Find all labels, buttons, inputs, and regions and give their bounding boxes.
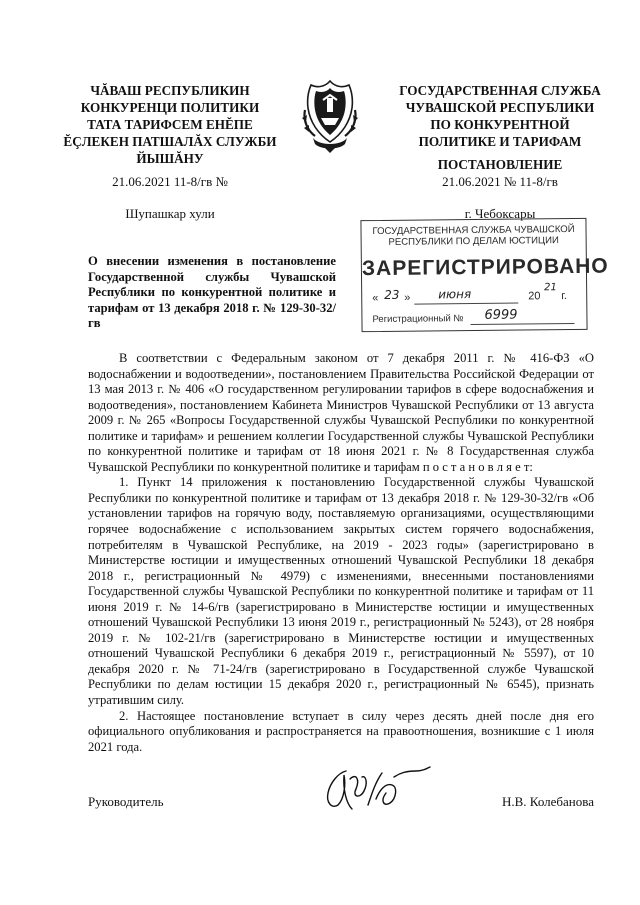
preamble-text: В соответствии с Федеральным законом от 7 декабря 2011 г. № 416-ФЗ «О водоснабжении и водоотведении», постановлением Правительства Российской Федерации от 13 мая 2013 г. № 406 «О государственном регулировании тарифов в сфере водоснабжения и водоотведения», постановлением Кабинета Министров Чувашской Республики от 13 августа 2009 г. № 265 «Вопросы Государственной службы Чувашской Республики по конкурентной политике и тарифам» и решением коллегии Государственной службы Чувашской Республики по конкурентной политике и тарифам от 18 июня 2021 г. № 8 Государственная служба Чувашской Республики по конкурентной политике и тарифам	[88, 351, 594, 474]
stamp-authority-line: ГОСУДАРСТВЕННАЯ СЛУЖБА ЧУВАШСКОЙ	[372, 223, 575, 238]
stamp-reg-label: Регистрационный №	[372, 313, 464, 326]
header-chuvash	[60, 82, 280, 167]
chuvash-coat-of-arms-icon	[299, 78, 361, 154]
preamble-paragraph	[88, 351, 594, 475]
header-russian-line: ПОСТАНОВЛЕНИЕ	[437, 157, 563, 172]
clause-1: 1. Пункт 14 приложения к постановлению Государственной службы Чувашской Республики по конкурентной политике и тарифам от 13 декабря 2018 г. № 129-30-32/гв «Об установлении тарифов на горячую воду, поставляемую организациями, осуществляющими горячее водоснабжение с использованием закрытых систем горячего водоснабжения, потребителям в Чувашской Республике, на 2019 - 2023 годы» (зарегистрировано в Министерстве юстиции и имущественных отношений Чувашской Республики 18 декабря 2018 г., регистрационный № 4979) с изменениями, внесенными постановлениями Государственной службы Чувашской Республики по конкурентной политике и тарифам от 11 июня 2019 г. № 14-6/гв (зарегистрировано в Министерстве юстиции и имущественных отношений Чувашской Республики 13 июня 2019 г., регистрационный № 5243), от 28 ноября 2019 г. № 102-21/гв (зарегистрировано в Министерстве юстиции и имущественных отношений Чувашской Республики 6 декабря 2019 г., регистрационный № 5597), от 10 декабря 2020 г. № 71-24/гв (зарегистрировано в Государственной службе Чувашской Республики по делам юстиции 15 декабря 2020 г., регистрационный № 6545), признать утратившим силу.	[88, 475, 594, 708]
stamp-month: июня	[438, 287, 472, 302]
header-chuvash-line: ЧĂВАШ РЕСПУБЛИКИН	[90, 83, 250, 98]
stamp-registration	[372, 307, 578, 326]
clause-2: 2. Настоящее постановление вступает в силу через десять дней после дня его официального опубликования и распространяется на правоотношения, возникшие с 1 июля 2021 года.	[88, 708, 594, 754]
stamp-reg-number: 6999	[484, 307, 518, 323]
stamp-year-prefix: 20	[528, 290, 541, 303]
document-body	[88, 351, 594, 755]
registration-stamp	[360, 218, 609, 332]
stamp-registered-title: ЗАРЕГИСТРИРОВАНО	[361, 254, 609, 281]
date-number-russian: 21.06.2021 № 11-8/гв	[442, 174, 558, 189]
header-russian-line: ПОЛИТИКЕ И ТАРИФАМ	[418, 134, 582, 149]
signatory-role: Руководитель	[88, 794, 164, 809]
stamp-quote-open: «	[372, 292, 379, 305]
header-chuvash-line: КОНКУРЕНЦИ ПОЛИТИКИ	[80, 100, 260, 115]
stamp-year-mark: г.	[561, 290, 568, 303]
header-chuvash-line: ЙЫШĂНУ	[136, 151, 204, 166]
header-russian-line: ПО КОНКУРЕНТНОЙ	[430, 117, 570, 132]
header-chuvash-line: ТАТА ТАРИФСЕМ ЕНĔПЕ	[87, 117, 253, 132]
header-chuvash-line: ĔÇЛЕКЕН ПАТШАЛĂХ СЛУЖБИ	[63, 134, 277, 149]
resolves-text: п о с т а н о в л я е т:	[422, 459, 533, 474]
stamp-reg-line	[471, 323, 575, 325]
place-russian: г. Чебоксары	[464, 206, 536, 221]
stamp-year-suffix: 21	[544, 282, 557, 294]
stamp-quote-close: »	[404, 291, 411, 304]
header-russian-line: ГОСУДАРСТВЕННАЯ СЛУЖБА	[399, 83, 601, 98]
stamp-month-line	[414, 303, 518, 305]
header-russian	[380, 82, 620, 173]
stamp-authority-line: РЕСПУБЛИКИ ПО ДЕЛАМ ЮСТИЦИИ	[388, 235, 559, 248]
document-subject: О внесении изменения в постановление Государственной службы Чувашской Республики по конкурентной политике и тарифам от 13 декабря 2018 г. № 129-30-32/гв	[88, 254, 336, 331]
date-number-chuvash: 21.06.2021 11-8/гв №	[112, 174, 228, 189]
signatory-name: Н.В. Колебанова	[502, 794, 594, 809]
handwritten-signature	[316, 765, 442, 815]
place-chuvash: Шупашкар хули	[125, 206, 215, 221]
stamp-date	[368, 282, 580, 308]
stamp-day: 23	[384, 287, 400, 302]
header-russian-line: ЧУВАШСКОЙ РЕСПУБЛИКИ	[405, 100, 595, 115]
